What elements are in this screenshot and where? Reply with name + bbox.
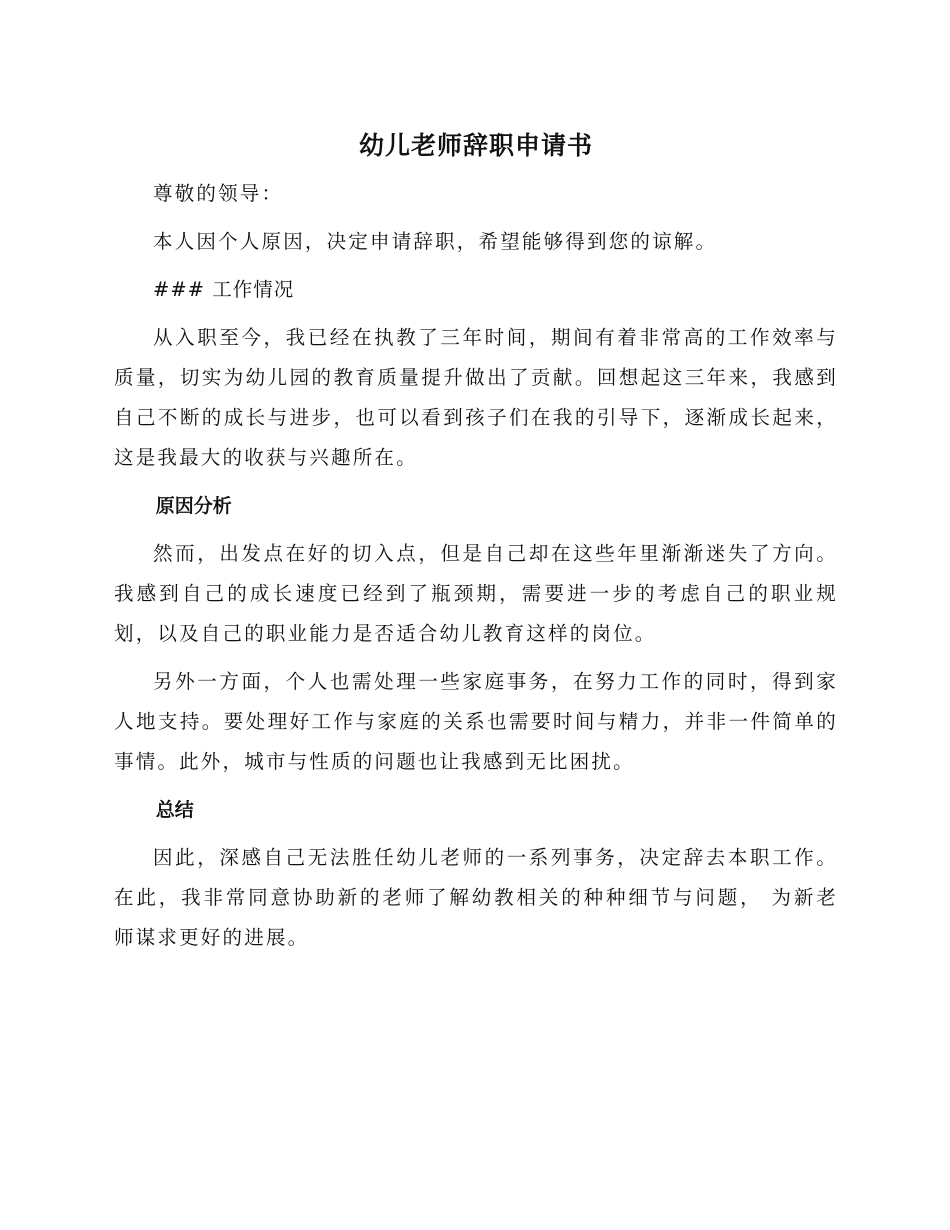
section-heading-reason: 原因分析 — [155, 495, 232, 517]
intro-paragraph: 本人因个人原因，决定申请辞职，希望能够得到您的谅解。 — [153, 230, 718, 253]
reason-paragraph-1: 然而，出发点在好的切入点，但是自己却在这些年里渐渐迷失了方向。我感到自己的成长速度已经到了瓶颈期，需要进一步的考虑自己的职业规划，以及自己的职业能力是否适合幼儿教育这样的岗位。 — [114, 542, 838, 645]
document-title: 幼儿老师辞职申请书 — [358, 131, 593, 160]
section-heading-summary: 总结 — [155, 799, 194, 821]
greeting: 尊敬的领导： — [153, 182, 284, 205]
work-paragraph: 从入职至今，我已经在执教了三年时间，期间有着非常高的工作效率与质量，切实为幼儿园的教育质量提升做出了贡献。回想起这三年来，我感到自己不断的成长与进步，也可以看到孩子们在我的引导下，逐渐成长起来，这是我最大的收获与兴趣所在。 — [114, 326, 838, 469]
reason-paragraph-2: 另外一方面，个人也需处理一些家庭事务，在努力工作的同时，得到家人地支持。要处理好工作与家庭的关系也需要时间与精力，并非一件简单的事情。此外，城市与性质的问题也让我感到无比困扰。 — [114, 670, 838, 773]
summary-paragraph: 因此，深感自己无法胜任幼儿老师的一系列事务，决定辞去本职工作。在此，我非常同意协助新的老师了解幼教相关的种种细节与问题， 为新老师谋求更好的进展。 — [114, 846, 838, 949]
section-heading-work: ### 工作情况 — [153, 278, 295, 301]
